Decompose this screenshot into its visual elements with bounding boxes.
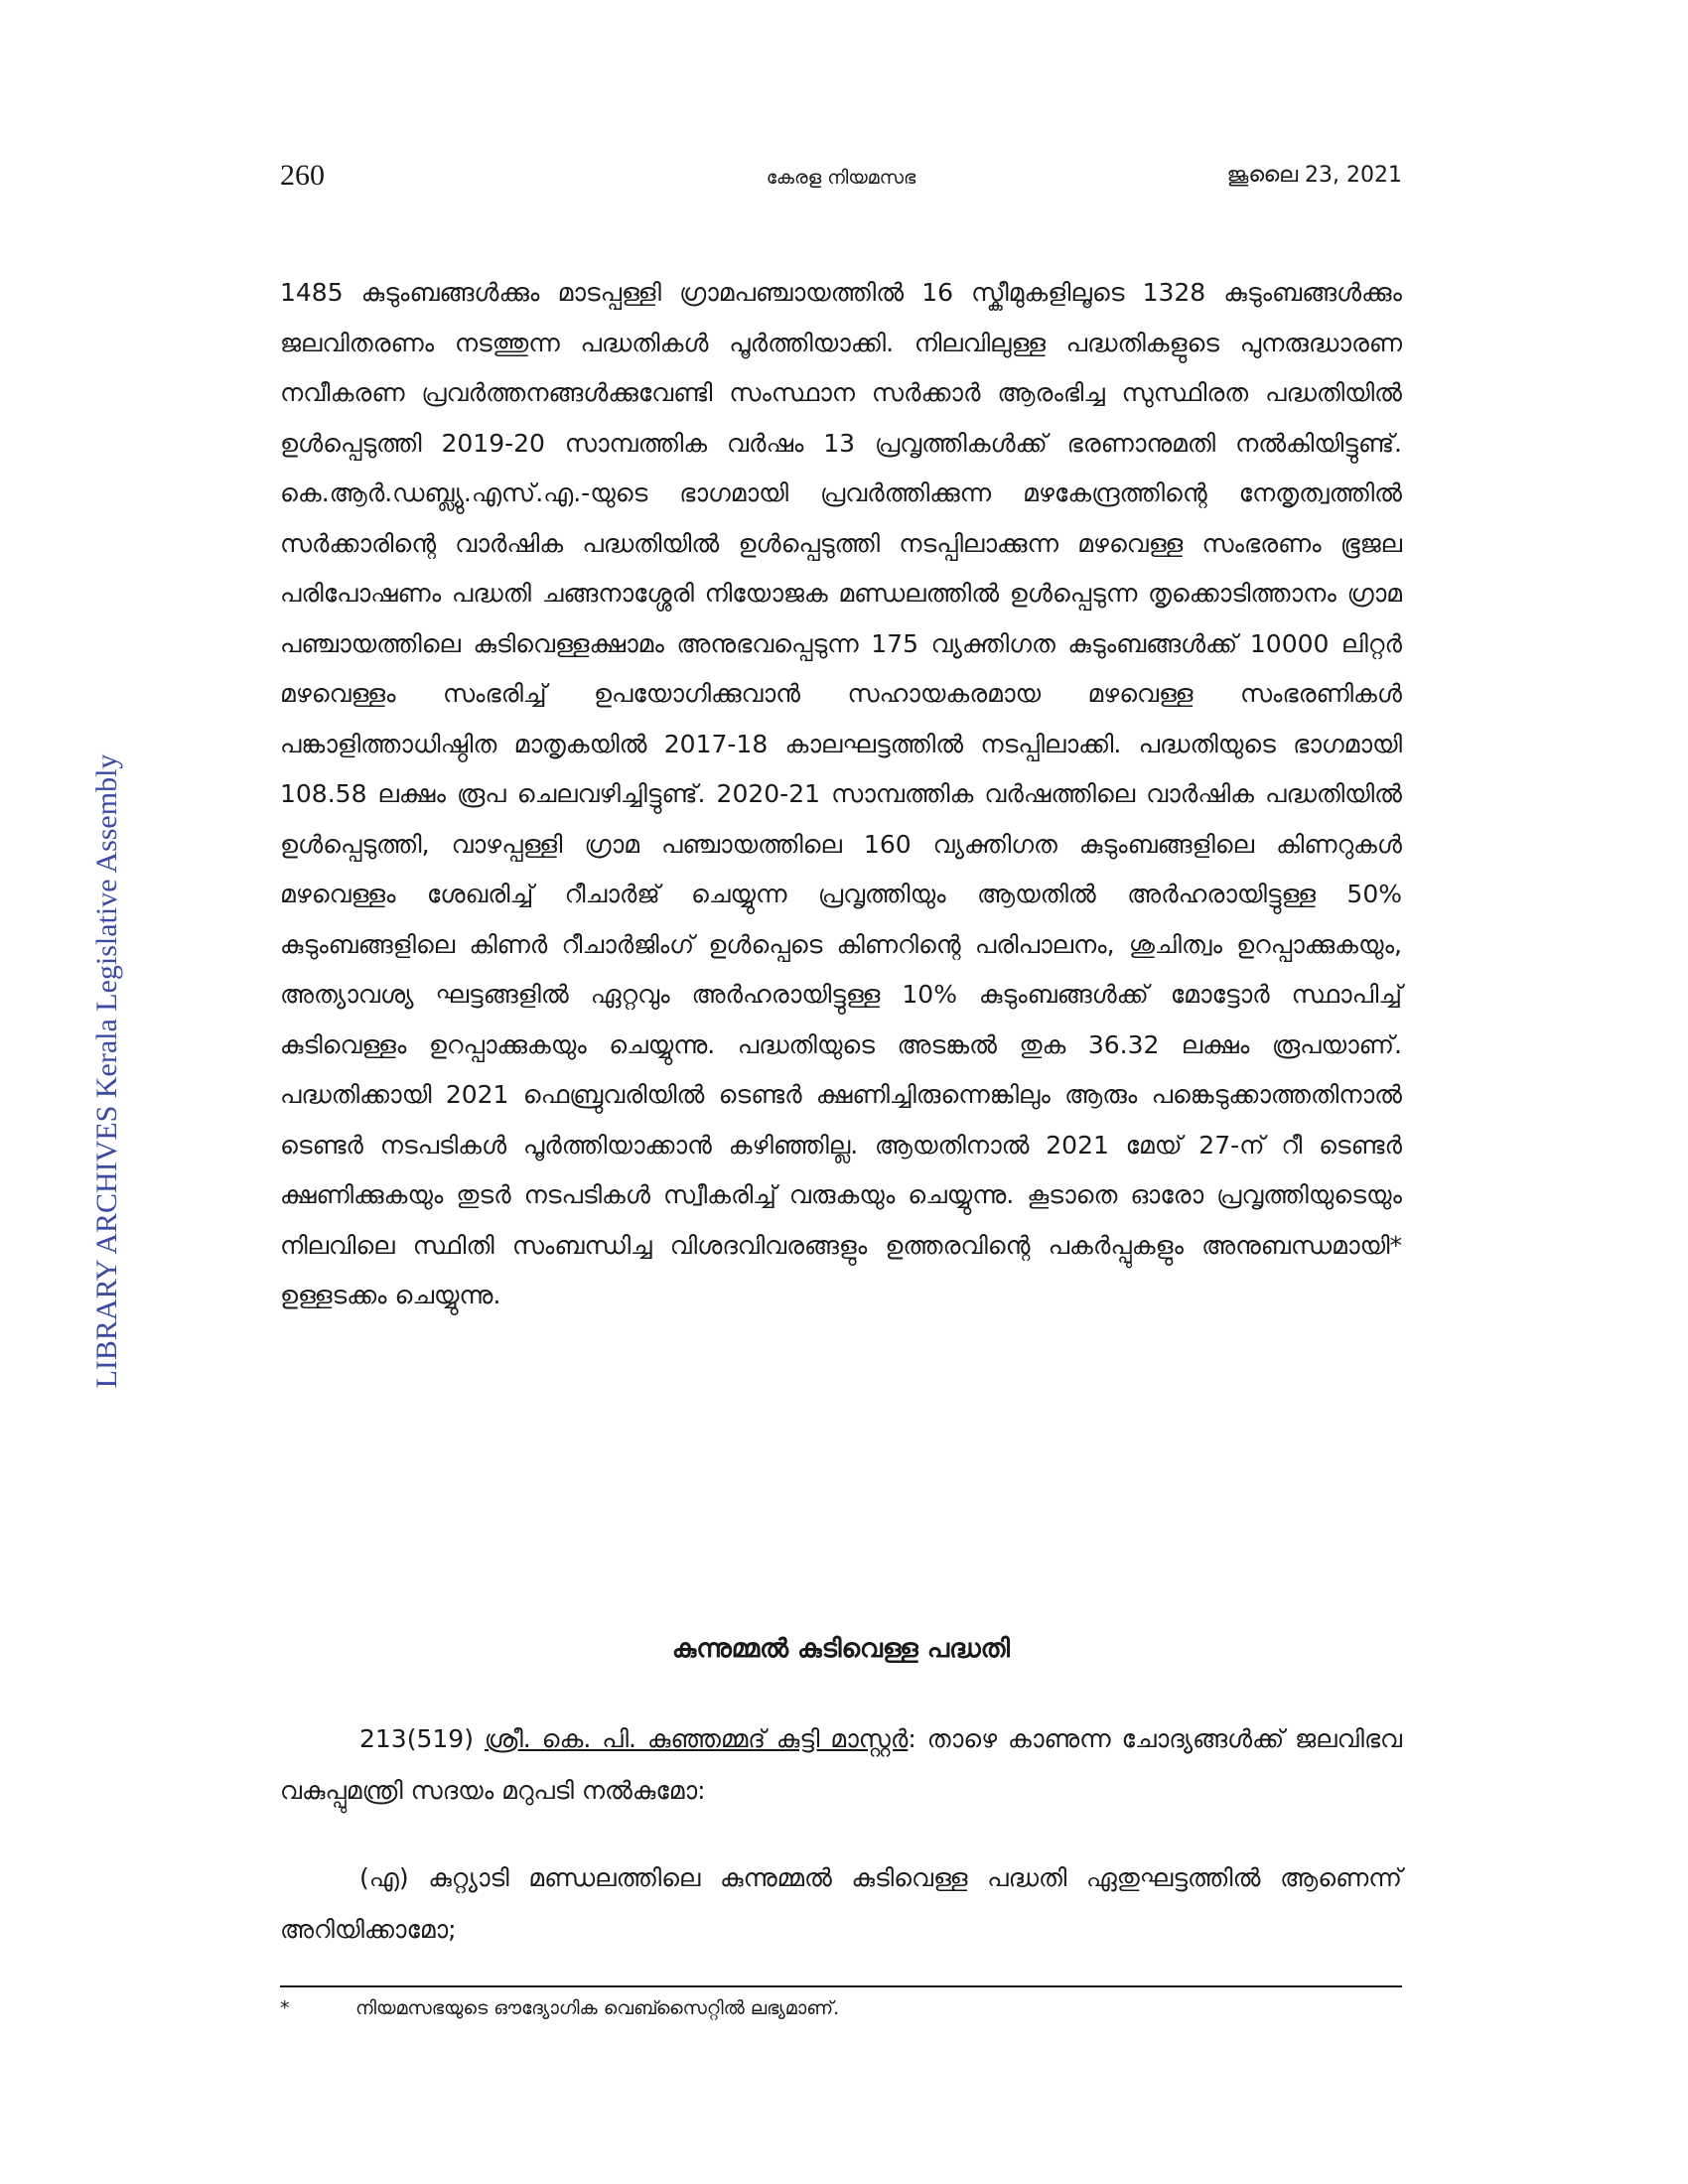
page-header <box>280 159 1402 199</box>
question-number: 213(519) <box>359 1724 474 1753</box>
sub-question-a: (എ) കുറ്റ്യാടി മണ്ഡലത്തിലെ കുന്നുമ്മൽ കുടിവെള്ള പദ്ധതി ഏതുഘട്ടത്തിൽ ആണെന്ന് അറിയിക്കാമോ; <box>280 1863 1402 1944</box>
question-paragraph <box>280 1713 1402 1817</box>
page-number: 260 <box>280 159 325 192</box>
section-title: കുന്നുമ്മൽ കുടിവെള്ള പദ്ധതി <box>671 1634 1011 1664</box>
answer-paragraph: 1485 കുടുംബങ്ങൾക്കും മാടപ്പള്ളി ഗ്രാമപഞ്ചായത്തിൽ 16 സ്കീമുകളിലൂടെ 1328 കുടുംബങ്ങൾക്കും ജലവിതരണം നടത്തുന്ന പദ്ധതികൾ പൂർത്തിയാക്കി. നിലവിലുള്ള പദ്ധതികളുടെ പുനരുദ്ധാരണ നവീകരണ പ്രവർത്തനങ്ങൾക്കുവേണ്ടി സംസ്ഥാന സർക്കാർ ആരംഭിച്ച സുസ്ഥിരത പദ്ധതിയിൽ ഉൾപ്പെടുത്തി 2019-20 സാമ്പത്തിക വർഷം 13 പ്രവൃത്തികൾക്ക് ഭരണാനുമതി നൽകിയിട്ടുണ്ട്. കെ.ആർ.ഡബ്ല്യു.എസ്.എ.-യുടെ ഭാഗമായി പ്രവർത്തിക്കുന്ന മഴകേന്ദ്രത്തിന്റെ നേതൃത്വത്തിൽ സർക്കാരിന്റെ വാർഷിക പദ്ധതിയിൽ ഉൾപ്പെടുത്തി നടപ്പിലാക്കുന്ന മഴവെള്ള സംഭരണം ഭൂജല പരിപോഷണം പദ്ധതി ചങ്ങനാശ്ശേരി നിയോജക മണ്ഡലത്തിൽ ഉൾപ്പെടുന്ന തൃക്കൊടിത്താനം ഗ്രാമ പഞ്ചായത്തിലെ കുടിവെള്ളക്ഷാമം അനുഭവപ്പെടുന്ന 175 വ്യക്തിഗത കുടുംബങ്ങൾക്ക് 10000 ലിറ്റർ മഴവെള്ളം സംഭരിച്ച് ഉപയോഗിക്കുവാൻ സഹായകരമായ മഴവെള്ള സംഭരണികൾ പങ്കാളിത്താധിഷ്ഠിത മാതൃകയിൽ 2017-18 കാലഘട്ടത്തിൽ നടപ്പിലാക്കി. പദ്ധതിയുടെ ഭാഗമായി 108.58 ലക്ഷം രൂപ ചെലവഴിച്ചിട്ടുണ്ട്. 2020-21 സാമ്പത്തിക വർഷത്തിലെ വാർഷിക പദ്ധതിയിൽ ഉൾപ്പെടുത്തി, വാഴപ്പള്ളി ഗ്രാമ പഞ്ചായത്തിലെ 160 വ്യക്തിഗത കുടുംബങ്ങളിലെ കിണറുകൾ മഴവെള്ളം ശേഖരിച്ച് റീചാർജ് ചെയ്യുന്ന പ്രവൃത്തിയും ആയതിൽ അർഹരായിട്ടുള്ള 50% കുടുംബങ്ങളിലെ കിണർ റീചാർജിംഗ് ഉൾപ്പെടെ കിണറിന്റെ പരിപാലനം, ശുചിത്വം ഉറപ്പാക്കുകയും, അത്യാവശ്യ ഘട്ടങ്ങളിൽ ഏറ്റവും അർഹരായിട്ടുള്ള 10% കുടുംബങ്ങൾക്ക് മോട്ടോർ സ്ഥാപിച്ച് കുടിവെള്ളം ഉറപ്പാക്കുകയും ചെയ്യുന്നു. പദ്ധതിയുടെ അടങ്കൽ തുക 36.32 ലക്ഷം രൂപയാണ്. പദ്ധതിക്കായി 2021 ഫെബ്രുവരിയിൽ ടെണ്ടർ ക്ഷണിച്ചിരുന്നെങ്കിലും ആരും പങ്കെടുക്കാത്തതിനാൽ ടെണ്ടർ നടപടികൾ പൂർത്തിയാക്കാൻ കഴിഞ്ഞില്ല. ആയതിനാൽ 2021 മേയ് 27-ന് റീ ടെണ്ടർ ക്ഷണിക്കുകയും തുടർ നടപടികൾ സ്വീകരിച്ച് വരുകയും ചെയ്യുന്നു. കൂടാതെ ഓരോ പ്രവൃത്തിയുടെയും നിലവിലെ സ്ഥിതി സംബന്ധിച്ച വിശദവിവരങ്ങളും ഉത്തരവിന്റെ പകർപ്പുകളും അനുബന്ധമായി* ഉള്ളടക്കം ചെയ്യുന്നു. <box>280 278 1402 1309</box>
question-colon: : <box>908 1724 916 1753</box>
member-name: ശ്രീ. കെ. പി. കുഞ്ഞമ്മദ് കുട്ടി മാസ്റ്റർ <box>484 1724 909 1753</box>
library-archives-watermark: LIBRARY ARCHIVES Kerala Legislative Assembly <box>90 753 123 1389</box>
footnote-divider <box>280 1985 1402 1987</box>
footnote <box>280 1997 1402 2019</box>
footnote-mark: * <box>280 1997 290 2019</box>
assembly-name: കേരള നിയമസഭ <box>766 167 916 189</box>
footnote-text: നിയമസഭയുടെ ഔദ്യോഗിക വെബ്സൈറ്റിൽ ലഭ്യമാണ്. <box>355 1997 840 2019</box>
question-text: താഴെ കാണുന്ന ചോദ്യങ്ങൾക്ക് ജലവിഭവ വകുപ്പുമന്ത്രി സദയം മറുപടി നൽകുമോ: <box>280 1724 1402 1805</box>
header-date: ജൂലൈ 23, 2021 <box>1226 163 1402 188</box>
